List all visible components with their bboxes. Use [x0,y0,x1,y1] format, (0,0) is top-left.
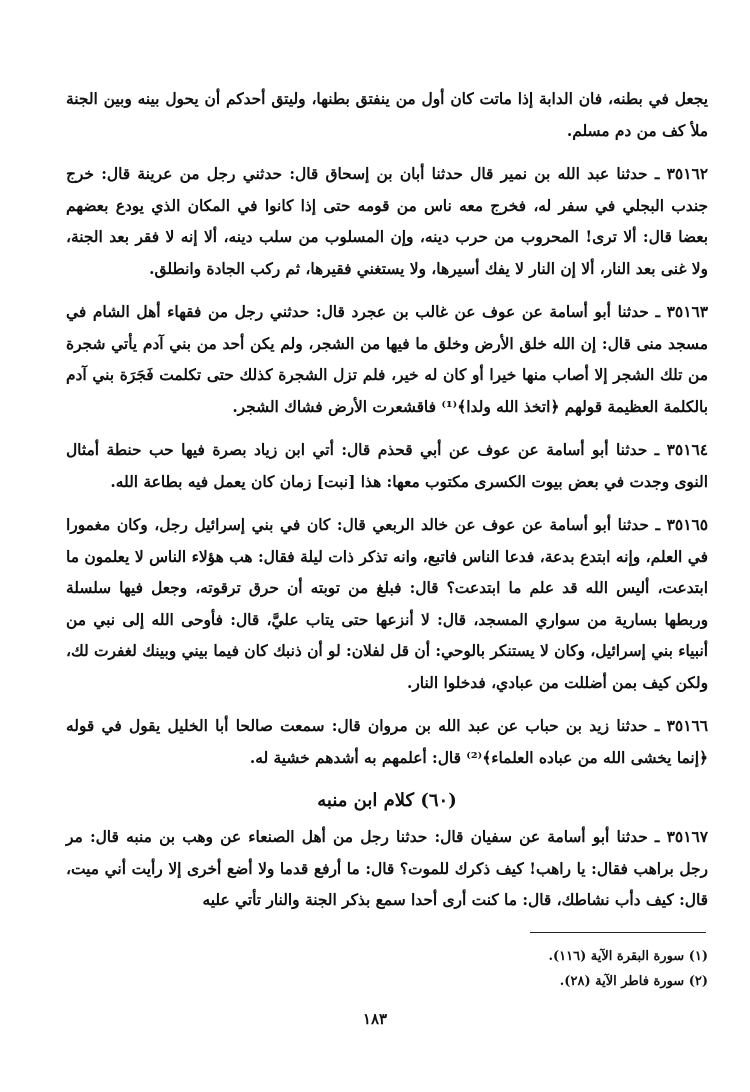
paragraph-intro: يجعل في بطنه، فان الدابة إذا ماتت كان أول من ينفتق بطنها، وليتق أحدكم أن يحول بينه وبين الجنة ملأ كف من دم مسلم. [66,90,708,140]
page-body [66,84,708,929]
hadith-35167: ٣٥١٦٧ ـ حدثنا أبو أسامة عن سفيان قال: حدثنا رجل من أهل الصنعاء عن وهب بن منبه قال: مر رجل براهب فقال: يا راهب! كيف ذكرك للموت؟ قال: ما أرفع قدما ولا أضع أخرى إلا رأيت أني ميت، قال: كيف دأب نشاطك، قال: ما كنت أرى أحدا سمع بذكر الجنة والنار تأتي عليه [66,828,708,909]
footnote-1: (١) سورة البقرة الآية (١١٦). [548,949,708,964]
hadith-35165: ٣٥١٦٥ ـ حدثنا أبو أسامة عن عوف عن خالد الربعي قال: كان في بني إسرائيل رجل، وكان مغمورا في العلم، وإنه ابتدع بدعة، فدعا الناس فاتبع، وانه تذكر ذات ليلة فقال: هب هؤلاء الناس لا يعلمون ما ابتدعت، أليس الله قد علم ما ابتدعت؟ قال: فبلغ من توبته أن حرق ترقوته، وجعل فيها سلسلة وربطها بسارية من سواري المسجد، قال: لا أنزعها حتى يتاب عليَّ، قال: فأوحى الله إلى نبي من أنبياء بني إسرائيل، وكان لا يستنكر بالوحي: أن قل لفلان: لو أن ذنبك كان فيما بيني وبينك لغفرت لك، ولكن كيف بمن أضللت من عبادي، فدخلوا النار. [66,516,708,692]
footnote-divider [530,932,706,933]
hadith-35162: ٣٥١٦٢ ـ حدثنا عبد الله بن نمير قال حدثنا أبان بن إسحاق قال: حدثني رجل من عرينة قال: خرج جندب البجلي في سفر له، فخرج معه ناس من قومه حتى إذا كانوا في المكان الذي يودع بعضهم بعضا قال: ألا ترى! المحروب من حرب دينه، وإن المسلوب من سلب دينه، ألا إنه لا فقر بعد الجنة، ولا غنى بعد النار، ألا إن النار لا يفك أسيرها، ولا يستغني فقيرها، ثم ركب الجادة وانطلق. [66,165,709,278]
footnotes [408,944,708,994]
hadith-35164: ٣٥١٦٤ ـ حدثنا أبو أسامة عن عوف عن أبي قحذم قال: أتي ابن زياد بصرة فيها حب حنطة أمثال النوى وجدت في بعض بيوت الكسرى مكتوب معها: هذا [نبت] زمان كان يعمل فيه بطاعة الله. [66,441,708,491]
section-heading: (٦٠) كلام ابن منبه [317,790,457,811]
page-number: ١٨٣ [362,1010,388,1028]
hadith-35166: ٣٥١٦٦ ـ حدثنا زيد بن حباب عن عبد الله بن مروان قال: سمعت صالحا أبا الخليل يقول في قوله ﴿إنما يخشى الله من عباده العلماء﴾⁽²⁾ قال: أعلمهم به أشدهم خشية له. [66,717,708,767]
footnote-2: (٢) سورة فاطر الآية (٢٨). [559,974,708,989]
hadith-35163: ٣٥١٦٣ ـ حدثنا أبو أسامة عن عوف عن غالب بن عجرد قال: حدثني رجل من فقهاء أهل الشام في مسجد منى قال: إن الله خلق الأرض وخلق ما فيها من الشجر، ولم يكن أحد من بني آدم يأتي شجرة من تلك الشجر إلا أصاب منها خيرا أو كان له خير، فلم تزل الشجرة كذلك حتى تكلمت فَجَرَة بني آدم بالكلمة العظيمة قولهم ﴿اتخذ الله ولدا﴾⁽¹⁾ فاقشعرت الأرض فشاك الشجر. [66,303,708,416]
